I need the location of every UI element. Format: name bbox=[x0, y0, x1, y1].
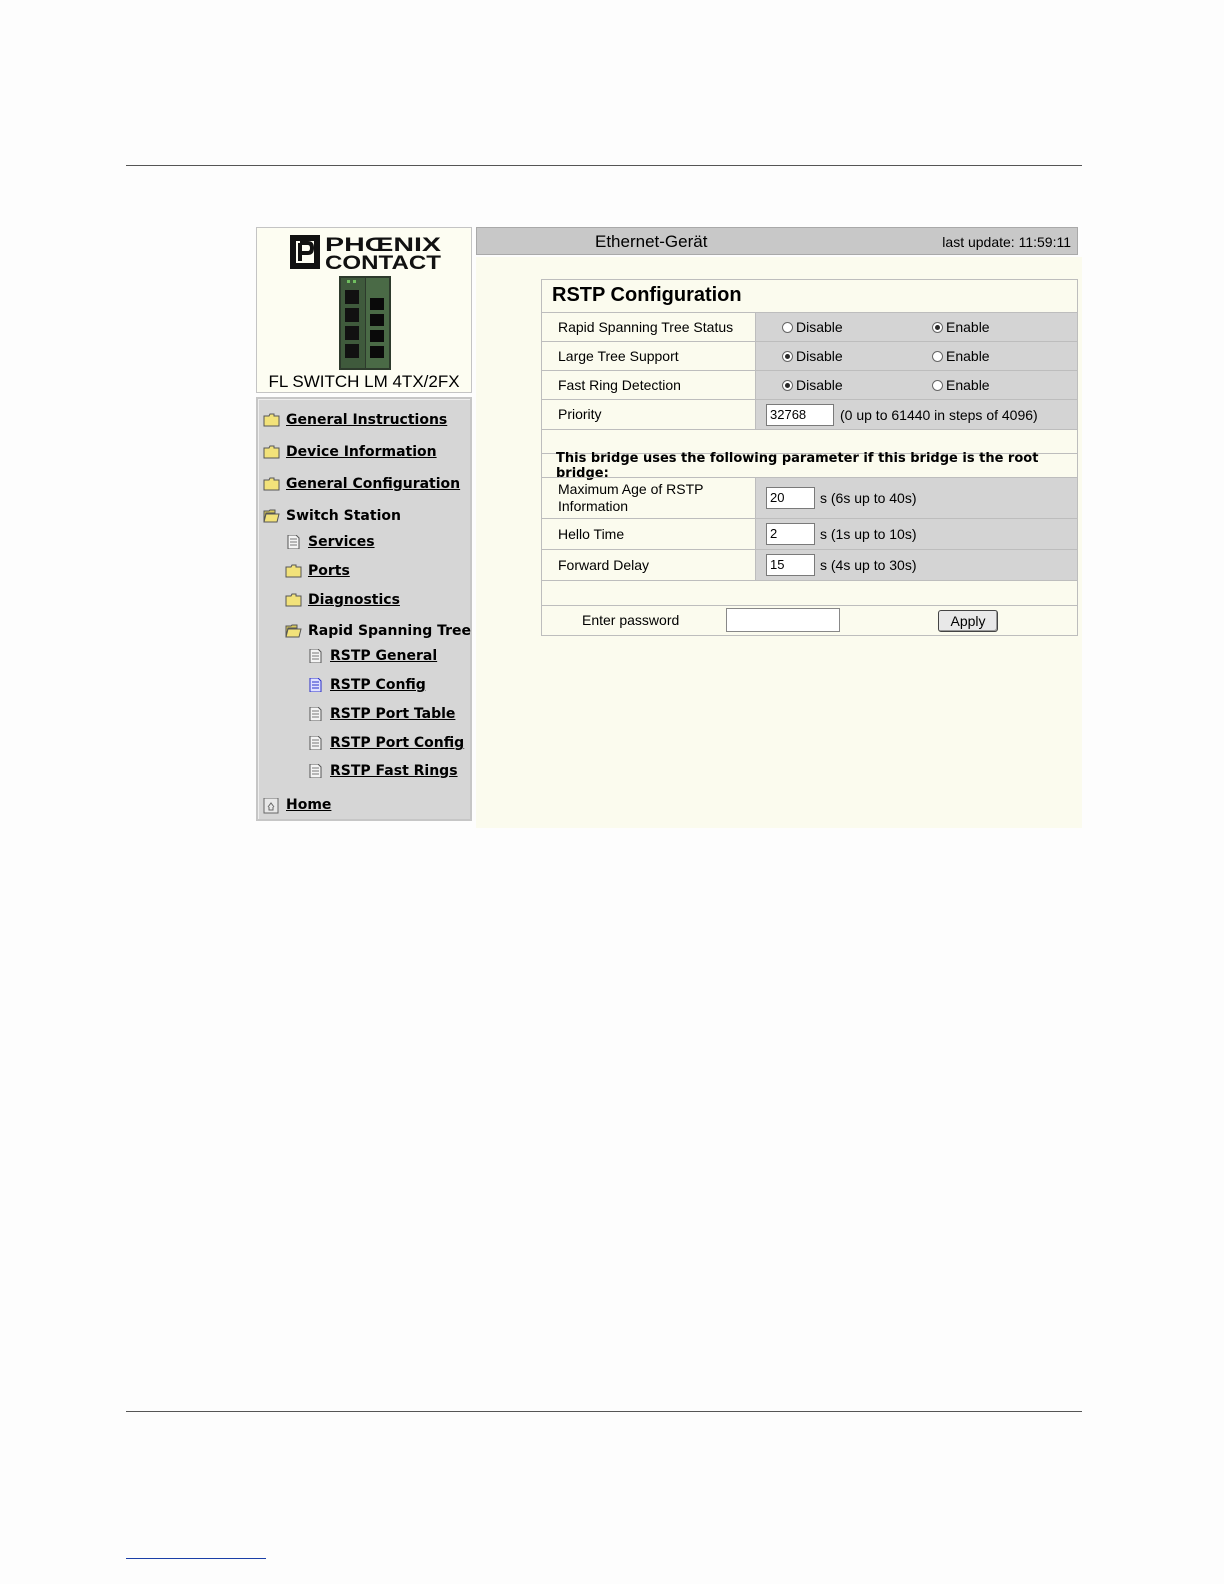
row-maximum-age: Maximum Age of RSTP Information 20 s (6s up to 40s) bbox=[542, 477, 1077, 518]
row-forward-delay: Forward Delay 15 s (4s up to 30s) bbox=[542, 549, 1077, 580]
folder-icon bbox=[263, 477, 280, 491]
fast-ring-enable-radio[interactable]: Enable bbox=[932, 371, 990, 399]
page-icon bbox=[285, 535, 302, 549]
nav-general-instructions[interactable]: General Instructions bbox=[263, 412, 447, 428]
forward-delay-input[interactable]: 15 bbox=[766, 554, 815, 576]
footnote-rule bbox=[126, 1558, 266, 1559]
page-icon bbox=[307, 649, 324, 663]
spacer-row bbox=[542, 429, 1077, 453]
nav-device-information[interactable]: Device Information bbox=[263, 444, 437, 460]
svg-text:CONTACT: CONTACT bbox=[325, 253, 442, 271]
folder-icon bbox=[263, 413, 280, 427]
password-label: Enter password bbox=[582, 612, 680, 628]
root-bridge-note: This bridge uses the following parameter if this bridge is the root bridge: bbox=[542, 453, 1077, 477]
max-age-hint: s (6s up to 40s) bbox=[820, 490, 917, 506]
row-fast-ring-detection: Fast Ring Detection Disable Enable bbox=[542, 370, 1077, 399]
device-name: FL SWITCH LM 4TX/2FX bbox=[268, 372, 460, 391]
max-age-input[interactable]: 20 bbox=[766, 487, 815, 509]
nav-rstp-port-table[interactable]: RSTP Port Table bbox=[307, 706, 455, 722]
nav-services[interactable]: Services bbox=[285, 534, 375, 550]
page-title: Ethernet-Gerät bbox=[595, 232, 708, 251]
nav-rstp-port-config[interactable]: RSTP Port Config bbox=[307, 735, 464, 751]
fast-ring-disable-radio[interactable]: Disable bbox=[782, 371, 843, 399]
priority-input[interactable]: 32768 bbox=[766, 404, 834, 426]
navigation-panel bbox=[256, 397, 472, 821]
password-row bbox=[542, 605, 1077, 635]
row-rapid-spanning-tree-status: Rapid Spanning Tree Status Disable Enable bbox=[542, 312, 1077, 341]
folder-open-icon bbox=[285, 624, 302, 638]
nav-rstp-general[interactable]: RSTP General bbox=[307, 648, 437, 664]
home-icon bbox=[263, 798, 280, 812]
password-input[interactable] bbox=[726, 608, 840, 632]
folder-icon bbox=[263, 445, 280, 459]
hello-time-hint: s (1s up to 10s) bbox=[820, 526, 917, 542]
row-priority: Priority 32768 (0 up to 61440 in steps of 4096) bbox=[542, 399, 1077, 429]
page-footer-rule bbox=[126, 1411, 1082, 1412]
form-title: RSTP Configuration bbox=[552, 284, 742, 306]
phoenix-contact-logo bbox=[289, 233, 443, 271]
nav-diagnostics[interactable]: Diagnostics bbox=[285, 592, 400, 608]
forward-delay-hint: s (4s up to 30s) bbox=[820, 557, 917, 573]
folder-open-icon bbox=[263, 509, 280, 523]
last-update-text: last update: 11:59:11 bbox=[942, 234, 1071, 250]
nav-switch-station[interactable]: Switch Station bbox=[263, 508, 401, 524]
page-icon bbox=[307, 764, 324, 778]
page-header-rule bbox=[126, 165, 1082, 166]
rstp-status-enable-radio[interactable]: Enable bbox=[932, 313, 990, 341]
page-active-icon bbox=[307, 678, 324, 692]
row-hello-time: Hello Time 2 s (1s up to 10s) bbox=[542, 518, 1077, 549]
folder-icon bbox=[285, 593, 302, 607]
page-icon bbox=[307, 707, 324, 721]
rstp-status-disable-radio[interactable]: Disable bbox=[782, 313, 843, 341]
nav-ports[interactable]: Ports bbox=[285, 563, 350, 579]
title-bar bbox=[476, 227, 1078, 255]
priority-hint: (0 up to 61440 in steps of 4096) bbox=[840, 406, 1038, 423]
rstp-config-form bbox=[541, 279, 1078, 636]
apply-button[interactable]: Apply bbox=[938, 610, 998, 632]
nav-rstp-fast-rings[interactable]: RSTP Fast Rings bbox=[307, 763, 458, 779]
large-tree-disable-radio[interactable]: Disable bbox=[782, 342, 843, 370]
folder-icon bbox=[285, 564, 302, 578]
nav-general-configuration[interactable]: General Configuration bbox=[263, 476, 460, 492]
hello-time-input[interactable]: 2 bbox=[766, 523, 815, 545]
large-tree-enable-radio[interactable]: Enable bbox=[932, 342, 990, 370]
svg-text:PHŒNIX: PHŒNIX bbox=[325, 235, 442, 256]
nav-rstp-config[interactable]: RSTP Config bbox=[307, 677, 426, 693]
row-large-tree-support: Large Tree Support Disable Enable bbox=[542, 341, 1077, 370]
nav-rapid-spanning-tree[interactable]: Rapid Spanning Tree bbox=[285, 623, 471, 639]
switch-device-image bbox=[339, 276, 391, 370]
page-icon bbox=[307, 736, 324, 750]
nav-home[interactable]: Home bbox=[263, 797, 331, 813]
logo-panel bbox=[256, 227, 472, 393]
spacer-row bbox=[542, 580, 1077, 605]
